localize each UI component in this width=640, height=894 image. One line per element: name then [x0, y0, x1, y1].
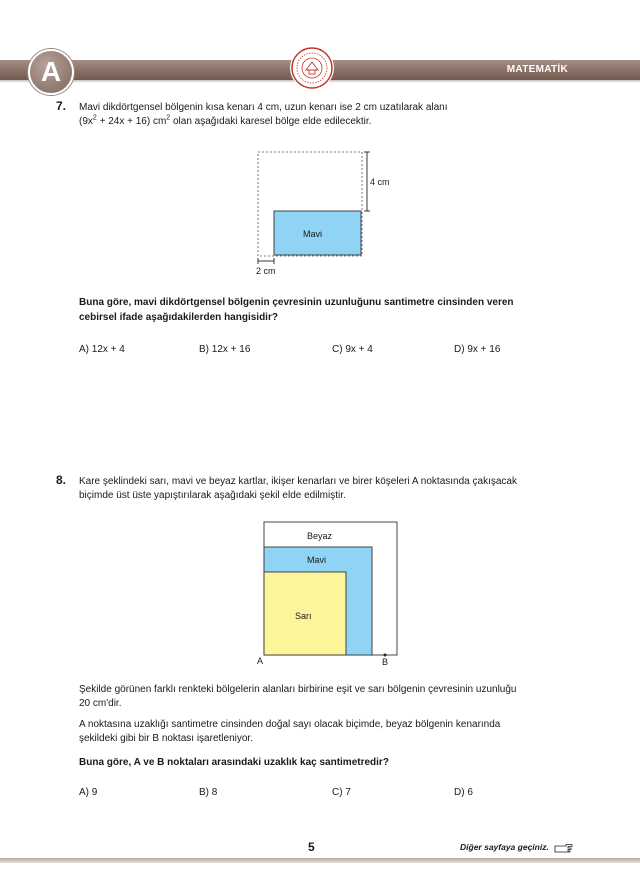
q8-option-c[interactable]: C) 7	[332, 787, 351, 798]
page-number: 5	[308, 840, 315, 854]
q8-number: 8.	[56, 473, 67, 487]
q8-option-d[interactable]: D) 6	[454, 787, 473, 798]
q8-label-b: B	[382, 657, 389, 667]
subject-title: MATEMATİK	[506, 64, 568, 75]
pointing-hand-icon	[554, 843, 574, 853]
next-page-note: Diğer sayfaya geçiniz.	[460, 842, 574, 853]
q8-question: Buna göre, A ve B noktaları arasındaki uzaklık kaç santimetredir?	[79, 757, 389, 768]
q7-option-b[interactable]: B) 12x + 16	[199, 344, 251, 355]
q8-option-b[interactable]: B) 8	[199, 787, 218, 798]
q7-label-mavi: Mavi	[303, 229, 323, 239]
q8-option-a[interactable]: A) 9	[79, 787, 98, 798]
q7-option-d[interactable]: D) 9x + 16	[454, 344, 501, 355]
q7-option-a[interactable]: A) 12x + 4	[79, 344, 125, 355]
q7-label-2cm: 2 cm	[256, 266, 276, 276]
q7-figure	[250, 148, 400, 278]
footer-line	[0, 858, 640, 863]
q8-para1-line1: Şekilde görünen farklı renkteki bölgelerin alanları birbirine eşit ve sarı bölgenin çevresinin uzunluğu	[79, 684, 517, 695]
q8-label-sari: Sarı	[295, 611, 312, 621]
ministry-logo	[290, 46, 334, 90]
booklet-badge: A	[28, 49, 74, 95]
q7-question-line1: Buna göre, mavi dikdörtgensel bölgenin çevresinin uzunluğunu santimetre cinsinden veren	[79, 297, 514, 308]
q7-intro-line2: $(9x^2 + 24x + 16)$ $cm^2$ olan aşağıdaki karesel bölge elde edilecektir.	[79, 114, 372, 127]
q8-para1-line2: 20 cm'dir.	[79, 698, 122, 709]
q8-para2-line1: A noktasına uzaklığı santimetre cinsinden doğal sayı olacak biçimde, beyaz bölgenin kenarında	[79, 719, 501, 730]
q8-intro-line2: biçimde üst üste yapıştırılarak aşağıdaki şekil elde edilmiştir.	[79, 490, 346, 501]
q8-label-beyaz: Beyaz	[307, 531, 333, 541]
q7-option-c[interactable]: C) 9x + 4	[332, 344, 373, 355]
q8-intro-line1: Kare şeklindeki sarı, mavi ve beyaz kartlar, ikişer kenarları ve birer köşeleri A noktasında çakışacak	[79, 476, 517, 487]
q8-label-a: A	[257, 656, 264, 666]
q7-question-line2: cebirsel ifade aşağıdakilerden hangisidir?	[79, 312, 278, 323]
q8-label-mavi: Mavi	[307, 555, 327, 565]
q8-para2-line2: şekildeki gibi bir B noktası işaretleniyor.	[79, 733, 253, 744]
q7-intro-line1: Mavi dikdörtgensel bölgenin kısa kenarı 4 cm, uzun kenarı ise 2 cm uzatılarak alanı	[79, 102, 448, 113]
seal-icon	[290, 46, 334, 90]
q7-label-4cm: 4 cm	[370, 177, 390, 187]
q7-number: 7.	[56, 99, 67, 113]
